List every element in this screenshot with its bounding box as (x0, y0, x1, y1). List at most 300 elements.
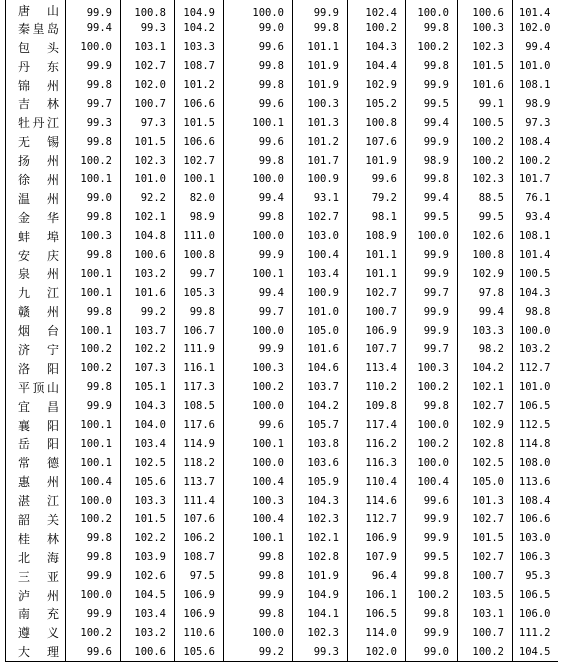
index-value-cell: 99.6 (224, 416, 293, 435)
index-value-cell: 111.4 (175, 491, 224, 510)
index-value-cell: 98.9 (406, 151, 458, 170)
city-cell (6, 434, 66, 453)
index-value-cell: 100.4 (406, 472, 458, 491)
index-value-cell: 104.9 (175, 0, 224, 19)
index-value-cell: 99.8 (224, 151, 293, 170)
index-value-cell: 100.9 (293, 170, 348, 189)
table-row (6, 340, 559, 359)
index-value-cell: 105.0 (458, 472, 513, 491)
table-row (6, 151, 559, 170)
index-value-cell: 100.4 (224, 472, 293, 491)
city-cell (6, 0, 66, 19)
index-value-cell: 100.4 (224, 510, 293, 529)
index-value-cell: 99.4 (406, 113, 458, 132)
index-value-cell: 106.5 (513, 397, 559, 416)
index-value-cell: 99.8 (406, 397, 458, 416)
index-value-cell: 99.6 (224, 38, 293, 57)
index-value-cell: 111.9 (175, 340, 224, 359)
index-value-cell: 98.1 (348, 208, 406, 227)
city-cell (6, 359, 66, 378)
table-row (6, 359, 559, 378)
index-value-cell: 102.9 (458, 264, 513, 283)
index-value-cell: 100.2 (66, 359, 121, 378)
index-value-cell: 116.3 (348, 453, 406, 472)
index-value-cell: 100.1 (175, 170, 224, 189)
city-cell (6, 264, 66, 283)
city-cell (6, 94, 66, 113)
index-value-cell: 102.8 (293, 548, 348, 567)
index-value-cell: 108.7 (175, 548, 224, 567)
index-value-cell: 113.6 (513, 472, 559, 491)
city-cell (6, 208, 66, 227)
city-cell (6, 189, 66, 208)
city-cell (6, 491, 66, 510)
city-name: 惠 州 (18, 475, 59, 490)
index-value-cell: 101.5 (458, 57, 513, 76)
index-value-cell: 105.2 (348, 94, 406, 113)
index-value-cell: 100.0 (224, 453, 293, 472)
city-cell (6, 132, 66, 151)
index-value-cell: 101.2 (175, 76, 224, 95)
index-value-cell: 99.8 (175, 302, 224, 321)
index-value-cell: 100.1 (66, 283, 121, 302)
city-cell (6, 548, 66, 567)
index-value-cell: 99.9 (406, 264, 458, 283)
index-value-cell: 103.0 (513, 529, 559, 548)
index-value-cell: 100.2 (406, 434, 458, 453)
index-value-cell: 112.7 (348, 510, 406, 529)
index-value-cell: 100.1 (66, 434, 121, 453)
table-row (6, 94, 559, 113)
city-name: 洛 阳 (18, 361, 59, 376)
index-value-cell: 100.1 (224, 529, 293, 548)
index-value-cell: 104.8 (121, 227, 175, 246)
index-value-cell: 101.1 (348, 246, 406, 265)
table-row (6, 76, 559, 95)
index-value-cell: 106.5 (513, 586, 559, 605)
index-value-cell: 103.5 (458, 586, 513, 605)
index-value-cell: 103.3 (175, 38, 224, 57)
index-value-cell: 100.5 (513, 264, 559, 283)
index-value-cell: 100.1 (66, 264, 121, 283)
index-value-cell: 99.8 (66, 76, 121, 95)
index-value-cell: 100.2 (406, 38, 458, 57)
index-value-cell: 102.0 (348, 642, 406, 661)
index-value-cell: 101.4 (513, 0, 559, 19)
index-value-cell: 106.1 (348, 586, 406, 605)
city-name: 济 宁 (18, 342, 59, 357)
index-value-cell: 100.4 (293, 246, 348, 265)
index-value-cell: 99.9 (66, 605, 121, 624)
index-value-cell: 99.9 (406, 246, 458, 265)
index-value-cell: 101.0 (513, 378, 559, 397)
index-value-cell: 102.0 (121, 76, 175, 95)
table-row (6, 642, 559, 661)
index-value-cell: 100.0 (224, 623, 293, 642)
index-value-cell: 100.6 (121, 246, 175, 265)
index-value-cell: 102.8 (458, 434, 513, 453)
index-value-cell: 97.3 (513, 113, 559, 132)
city-name: 温 州 (18, 191, 59, 206)
index-value-cell: 105.6 (121, 472, 175, 491)
index-value-cell: 102.3 (458, 38, 513, 57)
index-value-cell: 101.5 (458, 529, 513, 548)
index-value-cell: 99.3 (293, 642, 348, 661)
index-value-cell: 102.5 (121, 453, 175, 472)
index-value-cell: 99.7 (175, 264, 224, 283)
index-value-cell: 99.8 (224, 57, 293, 76)
index-value-cell: 101.4 (513, 246, 559, 265)
index-value-cell: 102.2 (121, 529, 175, 548)
city-cell (6, 340, 66, 359)
index-value-cell: 113.4 (348, 359, 406, 378)
index-value-cell: 110.2 (348, 378, 406, 397)
city-cell (6, 586, 66, 605)
table-row (6, 453, 559, 472)
index-value-cell: 111.2 (513, 623, 559, 642)
index-value-cell: 102.9 (348, 76, 406, 95)
index-value-cell: 99.8 (66, 302, 121, 321)
index-value-cell: 99.6 (224, 132, 293, 151)
city-name: 赣 州 (18, 305, 59, 320)
index-value-cell: 114.9 (175, 434, 224, 453)
index-value-cell: 99.9 (406, 510, 458, 529)
index-value-cell: 103.0 (293, 227, 348, 246)
index-value-cell: 103.6 (293, 453, 348, 472)
city-name: 秦 皇 岛 (18, 21, 59, 36)
index-value-cell: 101.9 (293, 567, 348, 586)
index-value-cell: 99.7 (406, 283, 458, 302)
index-value-cell: 99.9 (224, 246, 293, 265)
city-name: 韶 关 (18, 512, 59, 527)
index-value-cell: 98.2 (458, 340, 513, 359)
table-row (6, 434, 559, 453)
index-value-cell: 97.5 (175, 567, 224, 586)
index-value-cell: 117.6 (175, 416, 224, 435)
index-value-cell: 100.3 (224, 491, 293, 510)
index-value-cell: 104.9 (293, 586, 348, 605)
index-value-cell: 99.8 (66, 246, 121, 265)
index-value-cell: 101.7 (293, 151, 348, 170)
city-name: 徐 州 (18, 172, 59, 187)
city-name: 丹 东 (18, 59, 59, 74)
index-value-cell: 107.7 (348, 340, 406, 359)
city-cell (6, 510, 66, 529)
index-value-cell: 99.9 (293, 0, 348, 19)
city-name: 无 锡 (18, 135, 59, 150)
index-value-cell: 101.9 (348, 151, 406, 170)
index-value-cell: 100.8 (348, 113, 406, 132)
index-value-cell: 100.2 (66, 510, 121, 529)
city-name: 平 顶 山 (18, 380, 59, 395)
index-value-cell: 99.5 (406, 548, 458, 567)
index-value-cell: 96.4 (348, 567, 406, 586)
index-value-cell: 102.7 (293, 208, 348, 227)
table-row (6, 567, 559, 586)
index-value-cell: 102.1 (121, 208, 175, 227)
index-value-cell: 101.5 (121, 510, 175, 529)
city-name: 泸 州 (18, 588, 59, 603)
index-value-cell: 99.9 (406, 76, 458, 95)
index-value-cell: 97.3 (121, 113, 175, 132)
index-value-cell: 103.9 (121, 548, 175, 567)
index-value-cell: 100.2 (66, 623, 121, 642)
index-value-cell: 104.5 (513, 642, 559, 661)
index-value-cell: 100.7 (121, 94, 175, 113)
index-value-cell: 108.9 (348, 227, 406, 246)
city-cell (6, 170, 66, 189)
city-cell (6, 283, 66, 302)
index-value-cell: 99.9 (66, 397, 121, 416)
index-value-cell: 99.6 (224, 94, 293, 113)
index-value-cell: 99.0 (406, 642, 458, 661)
table-row (6, 113, 559, 132)
index-value-cell: 99.2 (224, 642, 293, 661)
index-value-cell: 100.0 (224, 170, 293, 189)
index-value-cell: 100.5 (458, 113, 513, 132)
index-value-cell: 101.0 (121, 170, 175, 189)
index-value-cell: 102.1 (458, 378, 513, 397)
index-value-cell: 99.8 (406, 57, 458, 76)
index-value-cell: 106.9 (175, 605, 224, 624)
index-value-cell: 100.1 (66, 416, 121, 435)
table-row (6, 170, 559, 189)
table-row (6, 586, 559, 605)
index-value-cell: 100.3 (293, 94, 348, 113)
index-value-cell: 103.8 (293, 434, 348, 453)
city-cell (6, 397, 66, 416)
city-cell (6, 19, 66, 38)
city-cell (6, 623, 66, 642)
index-value-cell: 99.9 (406, 302, 458, 321)
city-name: 湛 江 (18, 494, 59, 509)
index-value-cell: 105.3 (175, 283, 224, 302)
index-value-cell: 99.6 (66, 642, 121, 661)
index-value-cell: 99.4 (406, 189, 458, 208)
index-value-cell: 106.7 (175, 321, 224, 340)
price-index-table-sheet (5, 0, 558, 662)
index-value-cell: 99.8 (224, 605, 293, 624)
index-value-cell: 106.9 (175, 586, 224, 605)
table-row (6, 19, 559, 38)
city-name: 南 充 (18, 607, 59, 622)
index-value-cell: 100.2 (513, 151, 559, 170)
table-row (6, 38, 559, 57)
index-value-cell: 99.9 (406, 623, 458, 642)
index-value-cell: 99.9 (224, 586, 293, 605)
city-cell (6, 302, 66, 321)
index-value-cell: 99.4 (66, 19, 121, 38)
index-value-cell: 100.2 (458, 151, 513, 170)
index-value-cell: 99.8 (293, 19, 348, 38)
index-value-cell: 101.0 (293, 302, 348, 321)
table-row (6, 548, 559, 567)
index-value-cell: 102.4 (348, 0, 406, 19)
index-value-cell: 99.4 (224, 283, 293, 302)
city-cell (6, 113, 66, 132)
index-value-cell: 99.9 (66, 57, 121, 76)
index-value-cell: 101.6 (293, 340, 348, 359)
index-value-cell: 101.1 (293, 38, 348, 57)
city-name: 金 华 (18, 210, 59, 225)
city-name: 九 江 (18, 286, 59, 301)
index-value-cell: 101.5 (175, 113, 224, 132)
index-value-cell: 104.5 (121, 586, 175, 605)
city-cell (6, 567, 66, 586)
index-value-cell: 100.1 (66, 321, 121, 340)
index-value-cell: 99.5 (406, 208, 458, 227)
index-value-cell: 99.3 (121, 19, 175, 38)
table-row (6, 302, 559, 321)
index-value-cell: 100.7 (458, 623, 513, 642)
index-value-cell: 103.3 (458, 321, 513, 340)
index-value-cell: 99.3 (66, 113, 121, 132)
index-value-cell: 92.2 (121, 189, 175, 208)
index-value-cell: 101.1 (348, 264, 406, 283)
index-value-cell: 107.9 (348, 548, 406, 567)
table-body (6, 0, 559, 661)
index-value-cell: 100.2 (458, 642, 513, 661)
index-value-cell: 99.6 (348, 170, 406, 189)
table-row (6, 623, 559, 642)
index-value-cell: 100.0 (224, 321, 293, 340)
index-value-cell: 99.8 (406, 567, 458, 586)
index-value-cell: 99.8 (66, 132, 121, 151)
index-value-cell: 100.0 (406, 0, 458, 19)
index-value-cell: 99.9 (406, 132, 458, 151)
index-value-cell: 99.8 (66, 548, 121, 567)
index-value-cell: 100.0 (513, 321, 559, 340)
city-name: 安 庆 (18, 248, 59, 263)
city-name: 牡 丹 江 (18, 116, 59, 131)
index-value-cell: 100.0 (66, 586, 121, 605)
index-value-cell: 99.8 (224, 76, 293, 95)
index-value-cell: 99.8 (224, 208, 293, 227)
index-value-cell: 100.0 (406, 453, 458, 472)
index-value-cell: 102.3 (293, 510, 348, 529)
index-value-cell: 99.9 (406, 321, 458, 340)
city-name: 常 德 (18, 456, 59, 471)
table-row (6, 132, 559, 151)
index-value-cell: 99.5 (406, 94, 458, 113)
index-value-cell: 100.2 (406, 378, 458, 397)
city-name: 岳 阳 (18, 437, 59, 452)
index-value-cell: 104.4 (348, 57, 406, 76)
index-value-cell: 98.9 (513, 94, 559, 113)
index-value-cell: 106.9 (348, 321, 406, 340)
index-value-cell: 103.7 (293, 378, 348, 397)
index-value-cell: 114.0 (348, 623, 406, 642)
index-value-cell: 95.3 (513, 567, 559, 586)
index-value-cell: 102.3 (458, 170, 513, 189)
index-value-cell: 117.4 (348, 416, 406, 435)
index-value-cell: 108.1 (513, 76, 559, 95)
index-value-cell: 100.1 (224, 264, 293, 283)
index-value-cell: 101.6 (121, 283, 175, 302)
index-value-cell: 99.9 (66, 567, 121, 586)
index-value-cell: 100.6 (121, 642, 175, 661)
index-value-cell: 93.1 (293, 189, 348, 208)
index-value-cell: 110.6 (175, 623, 224, 642)
index-value-cell: 108.4 (513, 491, 559, 510)
index-value-cell: 108.5 (175, 397, 224, 416)
index-value-cell: 108.7 (175, 57, 224, 76)
index-value-cell: 107.3 (121, 359, 175, 378)
index-value-cell: 99.0 (224, 19, 293, 38)
index-value-cell: 101.3 (458, 491, 513, 510)
index-value-cell: 104.3 (293, 491, 348, 510)
index-value-cell: 79.2 (348, 189, 406, 208)
index-value-cell: 103.2 (121, 264, 175, 283)
city-cell (6, 472, 66, 491)
city-name: 锦 州 (18, 78, 59, 93)
index-value-cell: 100.2 (66, 151, 121, 170)
index-value-cell: 118.2 (175, 453, 224, 472)
table-row (6, 397, 559, 416)
index-value-cell: 102.7 (175, 151, 224, 170)
index-value-cell: 104.1 (293, 605, 348, 624)
index-value-cell: 102.0 (513, 19, 559, 38)
index-value-cell: 100.1 (66, 170, 121, 189)
index-value-cell: 97.8 (458, 283, 513, 302)
city-name: 遵 义 (18, 626, 59, 641)
index-value-cell: 106.3 (513, 548, 559, 567)
index-value-cell: 103.7 (121, 321, 175, 340)
index-value-cell: 99.2 (121, 302, 175, 321)
index-value-cell: 103.1 (458, 605, 513, 624)
index-value-cell: 100.3 (458, 19, 513, 38)
index-value-cell: 101.6 (458, 76, 513, 95)
index-value-cell: 104.0 (121, 416, 175, 435)
index-value-cell: 99.5 (458, 208, 513, 227)
index-value-cell: 82.0 (175, 189, 224, 208)
table-row (6, 472, 559, 491)
index-value-cell: 100.2 (406, 586, 458, 605)
index-value-cell: 100.0 (224, 397, 293, 416)
index-value-cell: 100.8 (121, 0, 175, 19)
index-value-cell: 106.6 (175, 94, 224, 113)
index-value-cell: 103.4 (121, 605, 175, 624)
city-cell (6, 321, 66, 340)
city-name: 蚌 埠 (18, 229, 59, 244)
table-row (6, 321, 559, 340)
table-row (6, 491, 559, 510)
table-row (6, 264, 559, 283)
index-value-cell: 99.9 (224, 340, 293, 359)
table-row (6, 57, 559, 76)
index-value-cell: 100.8 (458, 246, 513, 265)
city-name: 大 理 (18, 645, 59, 660)
index-value-cell: 76.1 (513, 189, 559, 208)
index-value-cell: 99.4 (458, 302, 513, 321)
city-name: 烟 台 (18, 324, 59, 339)
index-value-cell: 103.2 (121, 623, 175, 642)
table-row (6, 189, 559, 208)
city-cell (6, 378, 66, 397)
table-row (6, 0, 559, 19)
index-value-cell: 114.6 (348, 491, 406, 510)
index-value-cell: 104.3 (348, 38, 406, 57)
index-value-cell: 113.7 (175, 472, 224, 491)
city-cell (6, 453, 66, 472)
city-name: 泉 州 (18, 267, 59, 282)
index-value-cell: 101.3 (293, 113, 348, 132)
index-value-cell: 112.7 (513, 359, 559, 378)
index-value-cell: 100.9 (293, 283, 348, 302)
index-value-cell: 104.3 (121, 397, 175, 416)
index-value-cell: 102.7 (458, 510, 513, 529)
index-value-cell: 112.5 (513, 416, 559, 435)
